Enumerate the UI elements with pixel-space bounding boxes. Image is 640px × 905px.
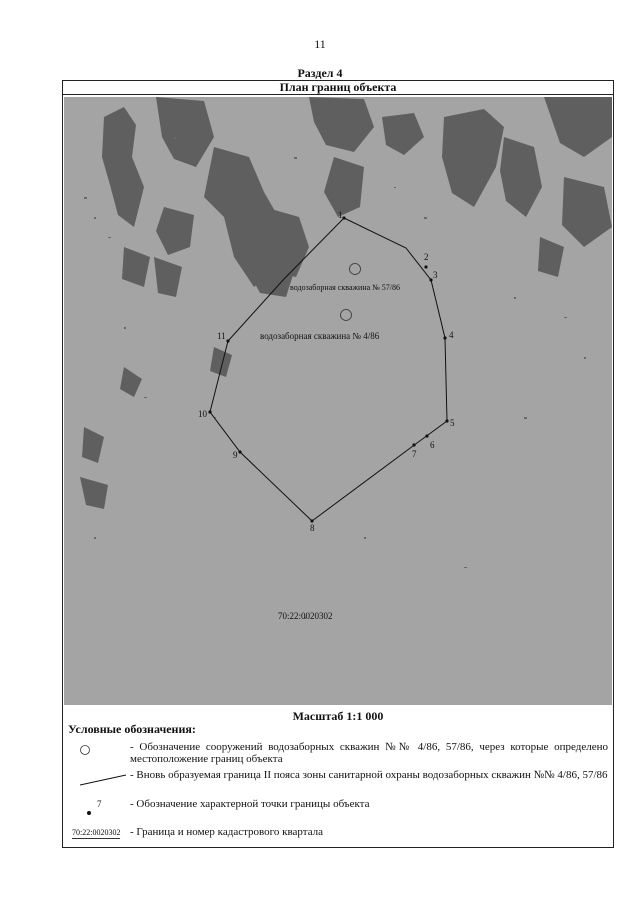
point-label-4: 4 — [449, 330, 454, 340]
point-4 — [443, 336, 446, 339]
circle-icon — [78, 743, 92, 757]
point-label-7: 7 — [412, 449, 417, 459]
point-icon — [84, 798, 104, 818]
point-label-9: 9 — [233, 450, 238, 460]
well-57-86-label: водозаборная скважина № 57/86 — [290, 283, 401, 292]
cadastral-number-label: 70:22:0020302 — [278, 611, 333, 621]
point-11 — [226, 339, 229, 342]
well-57-86-circle — [350, 264, 361, 275]
point-label-3: 3 — [433, 270, 438, 280]
vegetation-patches — [80, 97, 612, 509]
legend-item-point: - Обозначение характерной точки границы объекта — [130, 798, 370, 810]
point-1 — [342, 216, 345, 219]
legend-item-wells: - Обозначение сооружений водозаборных скважин №№ 4/86, 57/86, через которые определено местоположение границ объекта — [130, 741, 608, 765]
point-6 — [425, 434, 428, 437]
point-label-1: 1 — [338, 210, 343, 220]
cadastral-label-icon: 70:22:0020302 — [72, 828, 121, 837]
legend-point-label: 7 — [97, 799, 102, 809]
page-number: 11 — [314, 37, 326, 51]
scale-label: Масштаб 1:1 000 — [292, 709, 384, 723]
point-2 — [424, 265, 427, 268]
point-label-5: 5 — [450, 418, 455, 428]
point-label-8: 8 — [310, 523, 315, 533]
point-10 — [208, 410, 211, 413]
legend-title: Условные обозначения: — [68, 722, 196, 736]
well-4-86-label: водозаборная скважина № 4/86 — [260, 331, 380, 341]
section-title: Раздел 4 — [297, 66, 343, 80]
point-label-10: 10 — [198, 409, 207, 419]
plan-title: План границ объекта — [62, 80, 614, 95]
point-7 — [412, 443, 415, 446]
well-4-86-circle — [341, 310, 352, 321]
map-area — [64, 97, 612, 705]
boundary-map — [64, 97, 612, 705]
point-label-6: 6 — [430, 440, 435, 450]
legend-item-cadastral: - Граница и номер кадастрового квартала — [130, 826, 324, 838]
point-9 — [238, 450, 241, 453]
point-5 — [445, 419, 448, 422]
legend-item-boundary: - Вновь образуемая граница II пояса зоны санитарной охраны водозаборных скважин №№ 4/86, 57/86 — [130, 769, 608, 781]
line-icon — [78, 772, 128, 788]
point-label-11: 11 — [217, 331, 226, 341]
point-label-2: 2 — [424, 252, 429, 262]
